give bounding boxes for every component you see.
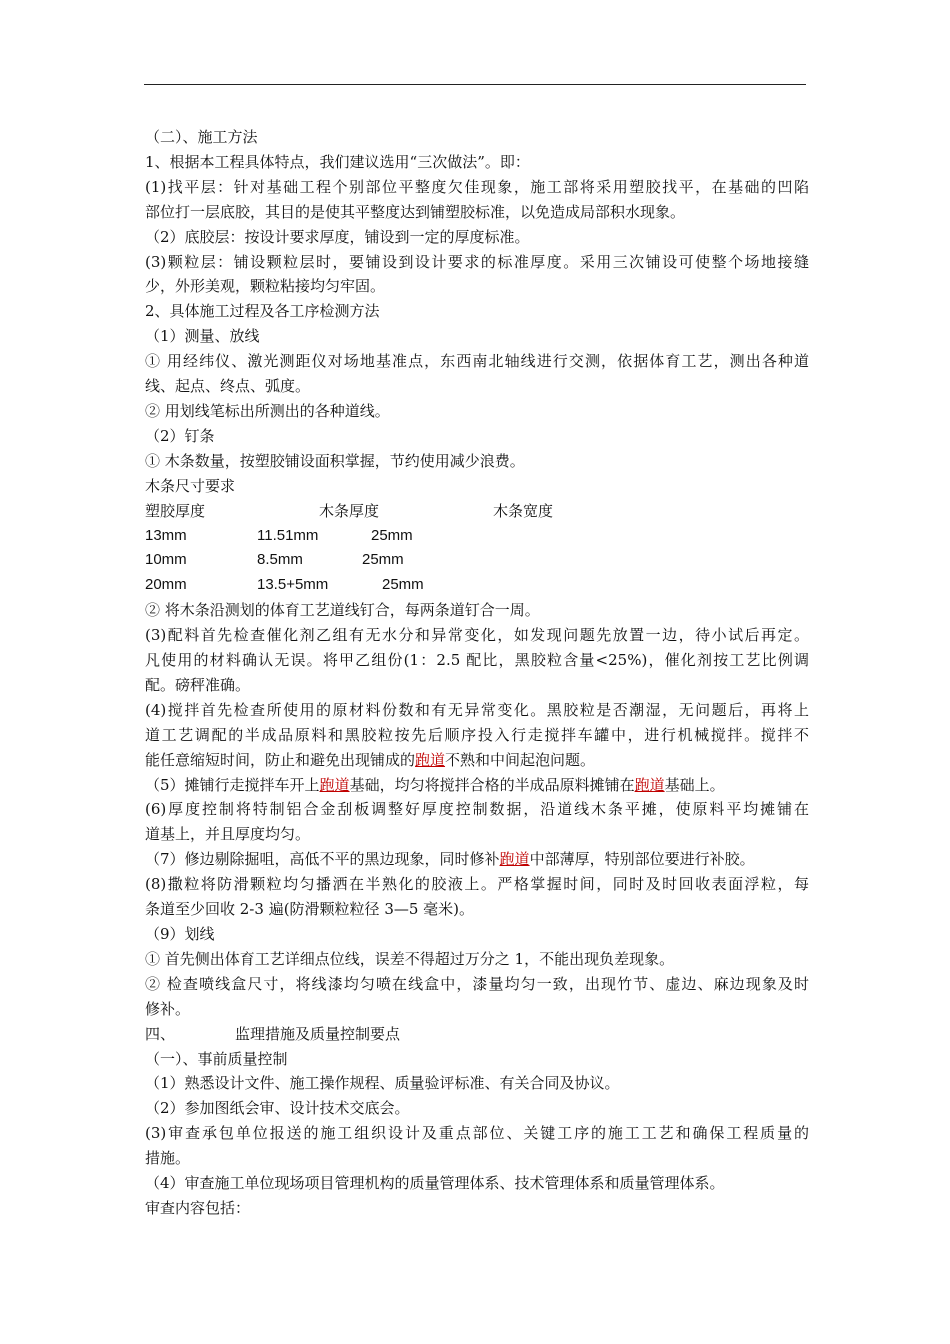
paragraph: （4）审查施工单位现场项目管理机构的质量管理体系、技术管理体系和质量管理体系。 — [145, 1174, 725, 1193]
subsection-heading: （9）划线 — [145, 925, 215, 943]
section-heading: 2、具体施工过程及各工序检测方法 — [145, 302, 380, 321]
document-body — [145, 125, 809, 1221]
table-header-cell: 木条宽度 — [493, 501, 554, 520]
table-cell: 25mm — [362, 551, 404, 569]
text-run: 基础，均匀将搅拌合格的半成品原料摊铺在 — [349, 775, 635, 794]
paragraph: ① 木条数量，按塑胶铺设面积掌握，节约使用减少浪费。 — [145, 451, 525, 470]
paragraph: ② 用划线笔标出所测出的各种道线。 — [145, 401, 390, 420]
table-cell: 25mm — [382, 576, 424, 594]
text-run: （5）摊铺行走搅拌车开上 — [145, 775, 320, 794]
paragraph: 凡使用的材料确认无误。将甲乙组份(1：2.5 配比，黑胶粒含量<25%)，催化剂按工艺比例调 — [145, 651, 809, 670]
chapter-heading — [145, 1022, 809, 1047]
paragraph: (1)找平层：针对基础工程个别部位平整度欠佳现象，施工部将采用塑胶找平，在基础的凹陷 — [145, 177, 809, 196]
table-cell: 11.51mm — [257, 526, 319, 544]
paragraph: ② 检查喷线盒尺寸，将线漆均匀喷在线盒中，漆量均匀一致，出现竹节、虚边、麻边现象及时 — [145, 974, 809, 993]
paragraph: (4)搅拌首先检查所使用的原材料份数和有无异常变化。黑胶粒是否潮湿，无问题后，再将上 — [145, 700, 809, 719]
table-row — [145, 573, 809, 598]
paragraph: (3)审查承包单位报送的施工组织设计及重点部位、关键工序的施工工艺和确保工程质量的 — [145, 1124, 809, 1143]
keyword-link[interactable]: 跑道 — [499, 850, 530, 869]
table-header-cell: 木条厚度 — [319, 501, 380, 520]
paragraph: 措施。 — [145, 1149, 191, 1168]
paragraph: ① 首先侧出体育工艺详细点位线，误差不得超过万分之 1，不能出现负差现象。 — [145, 949, 675, 968]
paragraph: （2）底胶层：按设计要求厚度，铺设到一定的厚度标准。 — [145, 227, 530, 246]
table-cell: 10mm — [145, 551, 187, 569]
paragraph: 线、起点、终点、弧度。 — [145, 377, 311, 396]
text-run: 能任意缩短时间，防止和避免出现铺成的 — [145, 750, 416, 769]
paragraph: 少，外形美观，颗粒粘接均匀牢固。 — [145, 277, 386, 296]
text-run: （7）修边剔除掘咀，高低不平的黑边现象，同时修补 — [145, 850, 500, 869]
paragraph: (6)厚度控制将特制铝合金刮板调整好厚度控制数据，沿道线木条平摊，使原料平均摊铺在 — [145, 800, 809, 819]
paragraph: ② 将木条沿测划的体育工艺道线钉合，每两条道钉合一周。 — [145, 601, 540, 620]
table-row — [145, 524, 809, 549]
section-heading: （二）、施工方法 — [145, 128, 258, 146]
paragraph: 审查内容包括： — [145, 1198, 251, 1217]
paragraph — [145, 847, 809, 872]
table-row — [145, 548, 809, 573]
paragraph: （1）熟悉设计文件、施工操作规程、质量验评标准、有关合同及协议。 — [145, 1074, 620, 1093]
section-heading: （一）、事前质量控制 — [145, 1049, 288, 1068]
text-run: 不熟和中间起泡问题。 — [445, 750, 596, 769]
paragraph: 1、根据本工程具体特点，我们建议选用“三次做法”。即： — [145, 152, 530, 171]
paragraph: ① 用经纬仪、激光测距仪对场地基准点，东西南北轴线进行交测，依据体育工艺，测出各种道 — [145, 352, 809, 371]
table-cell: 20mm — [145, 576, 187, 594]
table-cell: 25mm — [371, 526, 413, 544]
paragraph: 道基上，并且厚度均匀。 — [145, 825, 311, 844]
header-rule — [144, 84, 806, 85]
table-cell: 13.5+5mm — [257, 576, 329, 594]
table-caption: 木条尺寸要求 — [145, 476, 236, 495]
text-run: 中部薄厚，特别部位要进行补胶。 — [529, 850, 755, 869]
table-cell: 13mm — [145, 526, 187, 544]
keyword-link[interactable]: 跑道 — [319, 775, 350, 794]
paragraph — [145, 748, 809, 773]
text-run: 基础上。 — [664, 775, 725, 794]
keyword-link[interactable]: 跑道 — [415, 750, 446, 769]
paragraph — [145, 773, 809, 798]
paragraph: 部位打一层底胶，其目的是使其平整度达到铺塑胶标准，以免造成局部积水现象。 — [145, 202, 686, 221]
paragraph: (8)撒粒将防滑颗粒均匀播洒在半熟化的胶液上。严格掌握时间，同时及时回收表面浮粒，每 — [145, 875, 809, 894]
chapter-number: 四、 — [145, 1024, 176, 1043]
paragraph: 道工艺调配的半成品原料和黑胶粒按先后顺序投入行走搅拌车罐中，进行机械搅拌。搅拌不 — [145, 725, 809, 744]
table-header-cell: 塑胶厚度 — [145, 501, 206, 520]
chapter-title: 监理措施及质量控制要点 — [235, 1024, 401, 1043]
paragraph: （2）参加图纸会审、设计技术交底会。 — [145, 1099, 410, 1118]
table-cell: 8.5mm — [257, 551, 303, 569]
paragraph: (3)颗粒层：铺设颗粒层时，要铺设到设计要求的标准厚度。采用三次铺设可使整个场地接缝 — [145, 252, 809, 271]
table-header-row — [145, 499, 809, 524]
subsection-heading: （1）测量、放线 — [145, 327, 260, 346]
paragraph: 条道至少回收 2-3 遍(防滑颗粒粒径 3—5 毫米)。 — [145, 900, 475, 919]
paragraph: 配。磅秤准确。 — [145, 675, 251, 694]
paragraph: (3)配料首先检查催化剂乙组有无水分和异常变化，如发现问题先放置一边，待小试后再定。 — [145, 626, 809, 645]
keyword-link[interactable]: 跑道 — [634, 775, 665, 794]
subsection-heading: （2）钉条 — [145, 426, 215, 445]
paragraph: 修补。 — [145, 999, 191, 1018]
